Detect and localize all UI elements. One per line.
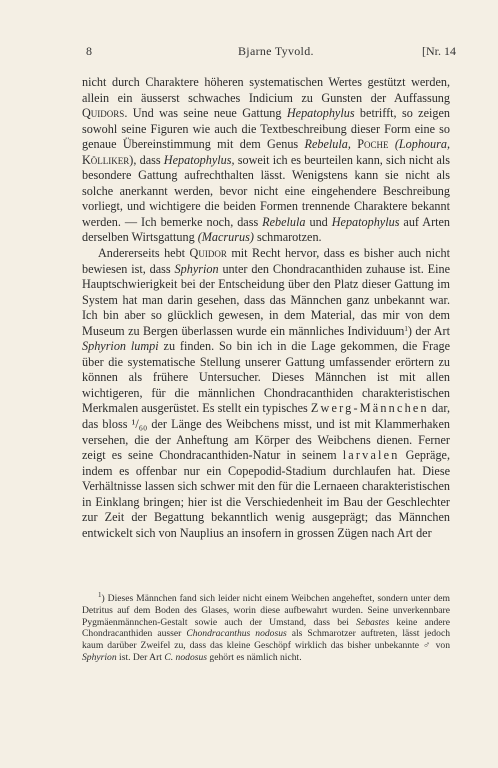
taxon-name: Hepatophylus bbox=[286, 106, 355, 121]
taxon-name: Sebastes bbox=[356, 616, 390, 628]
footnote-text bbox=[82, 593, 450, 664]
text-run: dar, das bloss bbox=[82, 401, 450, 432]
text-run: schmarotzen. bbox=[253, 230, 322, 245]
text-run: mit Recht hervor, dass es bisher auch nicht bewiesen ist, dass bbox=[82, 246, 450, 276]
footnote-reference[interactable]: 1 bbox=[404, 324, 408, 333]
taxon-name: Sphyrion lumpi bbox=[82, 339, 159, 354]
text-run: betrifft, so zeigen sowohl seine Figuren wie auch die Textbeschreibung dieser Form eine so genaue Übereinstimmung mit dem Genus bbox=[82, 106, 450, 152]
text-run: gehört es nämlich nicht. bbox=[207, 651, 302, 663]
taxon-name: Chondracanthus nodosus bbox=[186, 628, 287, 640]
page-number: 8 bbox=[86, 44, 92, 58]
author-name-poche: Poche bbox=[357, 137, 389, 152]
text-run: unter den Chondracanthiden zuhause ist. Eine Hauptschwierigkeit bei der Entscheidung über den Platz dieser Gattung im System hat man darin gesehen, dass das Männchen ganz unbekannt war. Ich bin aber so glücklich gewesen, in dem Material, das mir von dem Museum zu Bergen überlassen wurde ein männliches Individuum bbox=[82, 261, 450, 338]
paragraph-1 bbox=[82, 75, 450, 246]
taxon-name: Sphyrion bbox=[82, 651, 117, 663]
text-run: Gepräge, indem es offenbar nur ein Copepodid-Stadium durchlaufen hat. Diese Verhältnisse lassen sich schwer mit den für die Lernaeen charakteristischen in Einklang bringen; hier ist die Verschiedenheit im Bau der Geschlechter zur Zeit der Begattung bekanntlich wenig ausgeprägt; das Männchen entwickelt sich von Nauplius an insofern in grossen Zügen nach Art der bbox=[82, 448, 450, 540]
running-title-author: Bjarne Tyvold. bbox=[238, 44, 314, 58]
fraction: ¹/₆₀ bbox=[131, 417, 148, 432]
taxon-name: (Lophoura, bbox=[394, 137, 451, 152]
text-run: ) der Art bbox=[407, 323, 451, 338]
taxon-name: Hepatophylus bbox=[331, 214, 400, 229]
text-run: der Länge des Weibchens misst, und ist mit Klammerhaken versehen, die der Anheftung am Körper des Weibchens dienen. Ferner zeigt es seine Chondracanthiden-Natur in seinem bbox=[82, 417, 450, 463]
taxon-name: Rebelula bbox=[262, 214, 306, 229]
taxon-name: Hepatophylus, bbox=[163, 152, 235, 167]
text-run: ) Dieses Männchen fand sich leider nicht einem Weibchen angeheftet, sondern unter dem Detritus auf dem Boden des Glases, worin diese aufbewahrt wurden. Seine unverkennbare Pygmäenmännchen-Gestalt sowie auch der Umstand, dass bei bbox=[82, 593, 450, 628]
paragraph-2 bbox=[82, 246, 450, 541]
footnote-mark: 1 bbox=[98, 591, 102, 599]
taxon-name: Sphyrion bbox=[174, 261, 219, 276]
text-run: soweit ich es beurteilen kann, sich nicht als besondere Gattung aufrechthalten lässt. Wenigstens kann sie nicht als solche anerkannt werden, bevor nicht eine eingehendere Beschreibung vorliegt, und wichtigere die beiden Formen trennende Charaktere bekannt werden. — Ich bemerke noch, dass bbox=[82, 152, 450, 229]
author-name-quidor: Quidor bbox=[189, 246, 227, 261]
author-name-quidor: Quidors bbox=[82, 106, 125, 121]
text-run: ), dass bbox=[129, 152, 164, 167]
text-run: Andererseits hebt bbox=[98, 246, 190, 261]
series-number: [Nr. 14 bbox=[422, 44, 456, 58]
taxon-name: C. nodosus bbox=[164, 651, 208, 663]
text-run: zu finden. So bin ich in die Lage gekommen, die Frage über die systematische Stellung unserer Gattung umfassender erörtern zu können als frühere Untersucher. Dieses Männchen ist mit allen wichtigeren, für die männlichen Chondracanthiden charakteristischen Merkmalen ausgerüstet. Es stellt ein typisches bbox=[82, 339, 450, 416]
text-run: . Und was seine neue Gattung bbox=[124, 106, 287, 121]
text-run: und bbox=[305, 214, 332, 229]
text-run: ist. Der Art bbox=[116, 651, 165, 663]
footnote bbox=[82, 593, 450, 664]
taxon-name: (Macrurus) bbox=[197, 230, 254, 245]
text-run: nicht durch Charaktere höheren systematischen Wertes gestützt werden, allein ein äusserst schwaches Indicium zu Gunsten der Auffassung bbox=[82, 75, 450, 105]
text-run: als Schmarotzer auftreten, lässt jedoch kaum darüber Zweifel zu, dass das kleine Geschöpf wirklich das bisher unbekannte ♂ von bbox=[82, 628, 450, 651]
taxon-name: Rebelula, bbox=[304, 137, 351, 152]
text-run: auf Arten derselben Wirtsgattung bbox=[82, 214, 451, 245]
text-run: keine andere Chondracanthiden ausser bbox=[82, 616, 451, 640]
spaced-emphasis: Zwerg-Männchen bbox=[310, 401, 429, 416]
spaced-emphasis: larvalen bbox=[342, 448, 400, 463]
running-header bbox=[86, 44, 456, 62]
main-text bbox=[82, 75, 450, 541]
author-name-kolliker: Kölliker bbox=[82, 152, 130, 167]
